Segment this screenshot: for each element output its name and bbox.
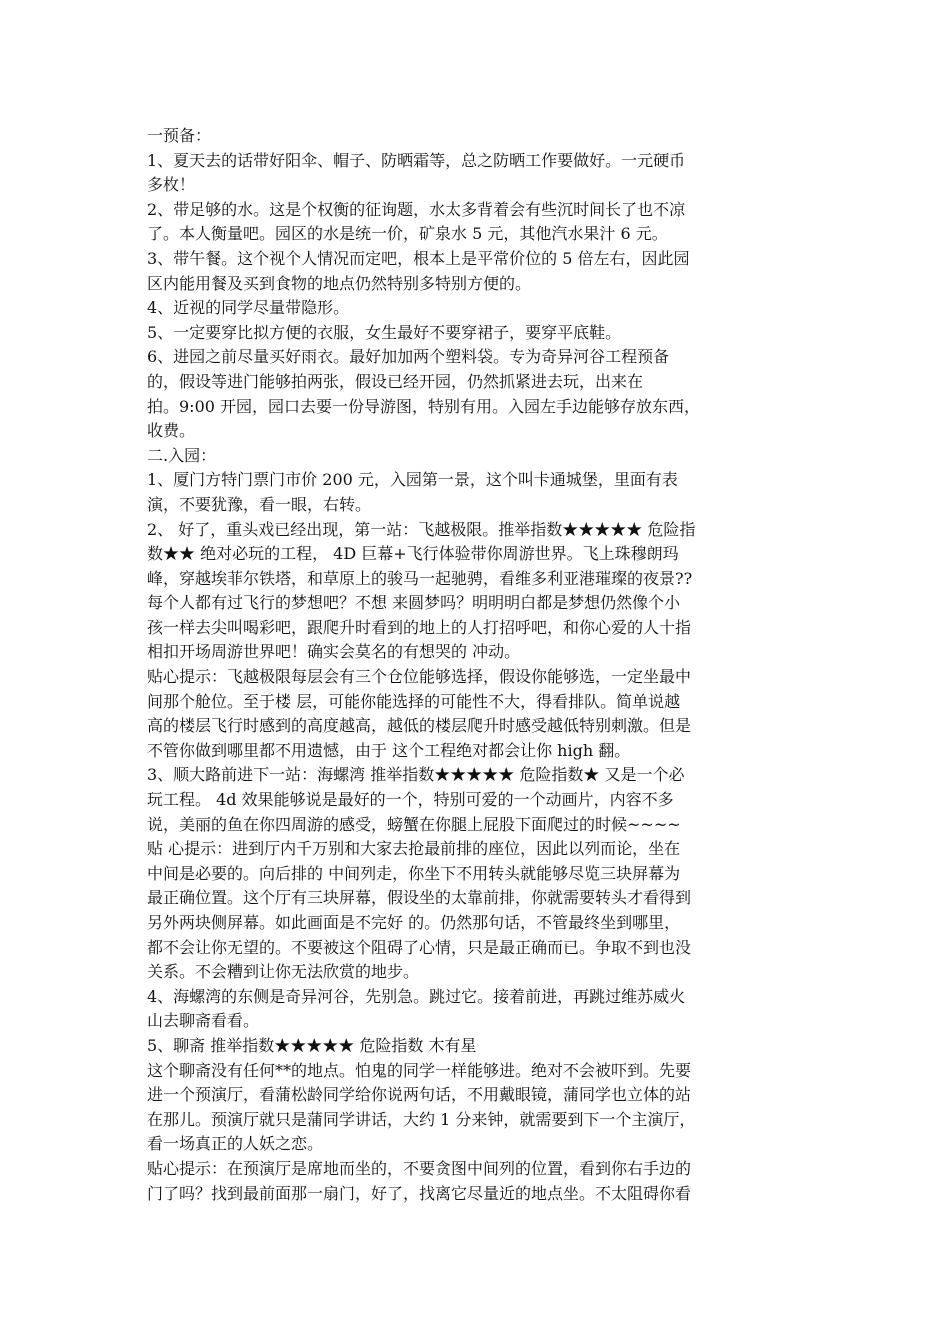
- prep-item-1: 1、夏天去的话带好阳伞、帽子、防晒霜等，总之防晒工作要做好。一元硬币 多枚！: [147, 150, 686, 195]
- document-body: [147, 124, 807, 1206]
- entry-item-4: 4、海螺湾的东侧是奇异河谷，先别急。跳过它。接着前进，再跳过维苏威火 山去聊斋看看。: [147, 986, 686, 1031]
- heading-preparation: 一预备：: [147, 126, 212, 145]
- entry-item-3: 3、顺大路前进下一站：海螺湾 推举指数★★★★★ 危险指数★ 又是一个必 玩工程。 4d 效果能够说是最好的一个，特别可爱的一个动画片，内容不多 说，美丽的鱼在你四周游的感受，螃蟹在你腿上屁股下面爬过的时候~~~~ 贴 心提示：进到厅内千万别和大家去抢最前排的座位，因此以列而论，坐在 中间是必要的。向后排的 中间列走，你坐下不用转头就能够尽览三块屏幕为 最正确位置。这个厅有三块屏幕，假设坐的太靠前排，你就需要转头才看得到 另外两块侧屏幕。如此画面是不完好 的。仍然那句话，不管最终坐到哪里， 都不会让你无望的。不要被这个阻碍了心情，只是最正确而已。争取不到也没 关系。不会糟到让你无法欣赏的地步。: [147, 765, 692, 982]
- prep-item-5: 5、一定要穿比拟方便的衣服，女生最好不要穿裙子，要穿平底鞋。: [147, 322, 622, 342]
- prep-item-4: 4、近视的同学尽量带隐形。: [147, 298, 350, 318]
- prep-item-6: 6、进园之前尽量买好雨衣。最好加加两个塑料袋。专为奇异河谷工程预备 的，假设等进门能够拍两张，假设已经开园，仍然抓紧进去玩，出来在 拍。9:00 开园，园口去要一份导游图，特别有用。入园左手边能够存放东西， 收费。: [147, 347, 701, 441]
- entry-item-2: 2、 好了，重头戏已经出现，第一站：飞越极限。推举指数★★★★★ 危险指 数★★ 绝对必玩的工程， 4D 巨幕+飞行体验带你周游世界。飞上珠穆朗玛 峰，穿越埃菲尔铁塔，和草原上的骏马一起驰骋，看维多利亚港璀璨的夜景?? 每个人都有过飞行的梦想吧？不想 来圆梦吗？明明明白都是梦想仍然像个小 孩一样去尖叫喝彩吧，跟爬升时看到的地上的人打招呼吧，和你心爱的人十指 相扣开场周游世界吧！确实会莫名的有想哭的 冲动。: [147, 519, 696, 662]
- prep-item-2: 2、带足够的水。这是个权衡的征询题，水太多背着会有些沉时间长了也不凉 了。本人衡量吧。园区的水是统一价，矿泉水 5 元，其他汽水果汁 6 元。: [147, 199, 686, 244]
- prep-item-3: 3、带午餐。这个视个人情况而定吧，根本上是平常价位的 5 倍左右，因此园 区内能用餐及买到食物的地点仍然特别多特别方便的。: [147, 248, 690, 293]
- tip-liaozhai: 贴心提示：在预演厅是席地而坐的，不要贪图中间列的位置，看到你右手边的 门了吗？找到最前面那一扇门，好了，找离它尽量近的地点坐。不太阻碍你看: [147, 1158, 692, 1203]
- entry-item-1: 1、厦门方特门票门市价 200 元，入园第一景，这个叫卡通城堡，里面有表 演，不要犹豫，看一眼，右转。: [147, 470, 678, 514]
- liaozhai-description: 这个聊斋没有任何**的地点。怕鬼的同学一样能够进。绝对不会被吓到。先要 进一个预演厅，看蒲松龄同学给你说两句话，不用戴眼镜，蒲同学也立体的站 在那儿。预演厅就只是蒲同学讲话，大约 1 分来钟，就需要到下一个主演厅， 看一场真正的人妖之恋。: [147, 1060, 696, 1154]
- tip-flying: 贴心提示：飞越极限每层会有三个仓位能够选择，假设你能够选，一定坐最中 间那个舱位。至于楼 层，可能你能选择的可能性不大，得看排队。简单说越 高的楼层飞行时感到的高度越高，越低的楼层爬升时感受越低特别刺激。但是 不管你做到哪里都不用遗憾，由于 这个工程绝对都会让你 high 翻。: [147, 667, 692, 760]
- heading-entry: 二.入园：: [147, 445, 217, 465]
- entry-item-5: 5、聊斋 推举指数★★★★★ 危险指数 木有星: [147, 1035, 477, 1055]
